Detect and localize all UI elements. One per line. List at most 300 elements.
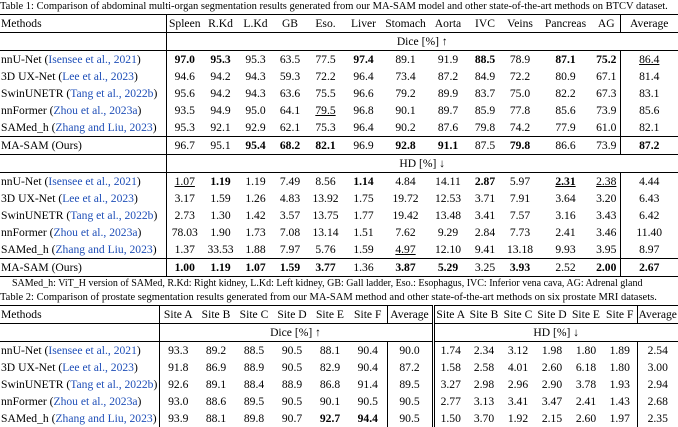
empty-cell (0, 324, 159, 342)
table-row (0, 173, 678, 191)
empty-cell (0, 155, 166, 173)
value-cell: 89.1 (197, 376, 235, 393)
table1-header-ivc: IVC (468, 15, 502, 33)
value-cell: 68.2 (273, 137, 307, 155)
value-cell: 7.91 (502, 190, 538, 207)
value-cell: 93.3 (159, 342, 197, 360)
table2-body (0, 324, 678, 427)
value-cell: 1.59 (203, 190, 238, 207)
table2-header-site-f: Site F (349, 306, 387, 324)
value-cell: 63.5 (273, 51, 307, 69)
value-cell: 5.97 (502, 173, 538, 191)
value-cell: 86.8 (311, 376, 349, 393)
value-cell: 1.58 (433, 359, 467, 376)
value-cell: 1.92 (501, 410, 535, 427)
value-cell: 2.98 (467, 376, 501, 393)
table1-header-spleen: Spleen (166, 15, 203, 33)
method-name: nnU-Net (Isensee et al., 2021) (0, 173, 166, 191)
method-label: SwinUNETR (1, 209, 63, 222)
value-cell: 93.0 (159, 393, 197, 410)
table2-header-hd-average: Average (637, 306, 678, 324)
value-cell: 95.6 (166, 85, 203, 102)
value-cell: 2.77 (433, 393, 467, 410)
value-cell: 1.26 (238, 190, 273, 207)
value-cell: 96.8 (344, 102, 383, 119)
value-cell: 7.62 (383, 224, 428, 241)
value-cell: 1.90 (203, 224, 238, 241)
value-cell: 92.9 (238, 119, 273, 137)
value-cell: 78.03 (166, 224, 203, 241)
value-cell: 3.41 (501, 393, 535, 410)
method-name: 3D UX-Net (Lee et al., 2023) (0, 68, 166, 85)
value-cell: 89.8 (235, 410, 273, 427)
table2-header-row (0, 306, 678, 324)
method-name: SwinUNETR (Tang et al., 2022b) (0, 85, 166, 102)
value-cell: 4.84 (383, 173, 428, 191)
value-cell: 1.19 (203, 173, 238, 191)
value-cell: 59.3 (273, 68, 307, 85)
table-row (0, 342, 678, 360)
value-cell: 1.59 (344, 241, 383, 259)
table-row (0, 376, 678, 393)
value-cell: 2.60 (569, 410, 603, 427)
method-name: 3D UX-Net (Lee et al., 2023) (0, 359, 159, 376)
table1-header-lkd: L.Kd (238, 15, 273, 33)
method-label: SAMed_h (1, 412, 49, 425)
value-cell: 85.6 (620, 102, 678, 119)
value-cell: 89.9 (428, 85, 468, 102)
empty-cell (0, 33, 166, 51)
value-cell: 89.5 (235, 393, 273, 410)
value-cell: 1.59 (273, 259, 307, 277)
value-cell: 75.3 (307, 119, 344, 137)
value-cell: 90.2 (383, 119, 428, 137)
method-label: nnFormer (1, 395, 47, 408)
value-cell: 88.6 (197, 393, 235, 410)
value-cell: 3.25 (468, 259, 502, 277)
citation-link[interactable]: Lee et al., 2023 (62, 70, 134, 83)
value-cell: 72.2 (502, 68, 538, 85)
citation-link[interactable]: Zhang and Liu, 2023 (55, 121, 152, 134)
method-label: SwinUNETR (1, 87, 63, 100)
method-name: SwinUNETR (Tang et al., 2022b) (0, 207, 166, 224)
value-cell: 78.9 (502, 51, 538, 69)
value-cell: 1.00 (166, 259, 203, 277)
citation-link[interactable]: Lee et al., 2023 (62, 192, 134, 205)
value-cell: 8.97 (620, 241, 678, 259)
table2-header-hd-site-a: Site A (433, 306, 467, 324)
value-cell: 95.0 (238, 102, 273, 119)
citation-link[interactable]: Zhou et al., 2023a (54, 395, 138, 408)
value-cell: 1.37 (166, 241, 203, 259)
value-cell: 82.1 (307, 137, 344, 155)
value-cell: 90.5 (387, 393, 433, 410)
value-cell: 5.76 (307, 241, 344, 259)
citation-link[interactable]: Tang et al., 2022b (70, 87, 153, 100)
value-cell: 95.3 (238, 51, 273, 69)
table2-dice-section-label: Dice [%] ↑ (159, 324, 433, 342)
table-row (0, 119, 678, 137)
value-cell: 88.9 (235, 359, 273, 376)
value-cell: 3.17 (166, 190, 203, 207)
value-cell: 2.31 (538, 173, 593, 191)
value-cell: 1.80 (603, 359, 637, 376)
value-cell: 4.97 (383, 241, 428, 259)
value-cell: 1.88 (238, 241, 273, 259)
value-cell: 1.97 (603, 410, 637, 427)
value-cell: 1.74 (433, 342, 467, 360)
value-cell: 3.70 (467, 410, 501, 427)
value-cell: 5.29 (428, 259, 468, 277)
value-cell: 2.54 (637, 342, 678, 360)
value-cell: 7.57 (502, 207, 538, 224)
table1-hd-section-label: HD [%] ↓ (166, 155, 678, 173)
value-cell: 92.8 (383, 137, 428, 155)
value-cell: 1.77 (344, 207, 383, 224)
value-cell: 9.93 (538, 241, 593, 259)
value-cell: 94.2 (203, 85, 238, 102)
value-cell: 86.4 (620, 51, 678, 69)
method-label: nnU-Net (1, 344, 42, 357)
table-row (0, 359, 678, 376)
table2-section-row (0, 324, 678, 342)
value-cell: 19.72 (383, 190, 428, 207)
value-cell: 87.2 (428, 68, 468, 85)
value-cell: 87.2 (387, 359, 433, 376)
value-cell: 74.2 (502, 119, 538, 137)
method-name: nnFormer (Zhou et al., 2023a) (0, 224, 166, 241)
value-cell: 67.3 (593, 85, 620, 102)
value-cell: 1.51 (344, 224, 383, 241)
value-cell: 1.36 (344, 259, 383, 277)
value-cell: 3.00 (637, 359, 678, 376)
value-cell: 90.5 (273, 393, 311, 410)
method-name (0, 137, 166, 155)
method-label: 3D UX-Net (1, 361, 55, 374)
table2-caption: Table 2: Comparison of prostate segmentation results generated from our MA-SAM method and other state-of-the-art methods on six prostate MRI datasets. (0, 292, 640, 304)
table2-header-hd-site-f: Site F (603, 306, 637, 324)
method-name: nnU-Net (Isensee et al., 2021) (0, 342, 159, 360)
value-cell: 9.29 (428, 224, 468, 241)
value-cell: 1.07 (166, 173, 203, 191)
table-row (0, 241, 678, 259)
value-cell: 9.41 (468, 241, 502, 259)
value-cell: 73.9 (593, 137, 620, 155)
value-cell: 95.3 (166, 119, 203, 137)
value-cell: 3.87 (383, 259, 428, 277)
value-cell: 33.53 (203, 241, 238, 259)
value-cell: 13.48 (428, 207, 468, 224)
citation-link[interactable]: Isensee et al., 2021 (48, 53, 137, 66)
value-cell: 87.2 (620, 137, 678, 155)
table-row (0, 68, 678, 85)
value-cell: 3.78 (569, 376, 603, 393)
value-cell: 93.9 (159, 410, 197, 427)
table1-header-methods: Methods (0, 15, 166, 33)
value-cell: 97.0 (166, 51, 203, 69)
value-cell: 90.4 (349, 342, 387, 360)
value-cell: 91.8 (159, 359, 197, 376)
table-row (0, 102, 678, 119)
value-cell: 12.53 (428, 190, 468, 207)
value-cell: 2.67 (620, 259, 678, 277)
value-cell: 1.93 (603, 376, 637, 393)
value-cell: 94.2 (203, 68, 238, 85)
value-cell: 1.19 (203, 259, 238, 277)
value-cell: 3.46 (593, 224, 620, 241)
method-label: nnU-Net (1, 175, 42, 188)
value-cell: 2.41 (569, 393, 603, 410)
method-name: nnU-Net (Isensee et al., 2021) (0, 51, 166, 69)
value-cell: 86.6 (538, 137, 593, 155)
value-cell: 2.84 (468, 224, 502, 241)
value-cell: 91.4 (349, 376, 387, 393)
value-cell: 6.43 (620, 190, 678, 207)
value-cell: 82.1 (620, 119, 678, 137)
method-label: 3D UX-Net (1, 70, 55, 83)
value-cell: 87.1 (538, 51, 593, 69)
value-cell: 80.9 (538, 68, 593, 85)
table1 (0, 14, 678, 277)
table1-header-aorta: Aorta (428, 15, 468, 33)
value-cell: 13.18 (502, 241, 538, 259)
value-cell: 1.42 (238, 207, 273, 224)
citation-link[interactable]: Zhou et al., 2023a (54, 104, 138, 117)
value-cell: 95.1 (203, 137, 238, 155)
value-cell: 3.77 (307, 259, 344, 277)
table1-hd-section-label-row (0, 155, 678, 173)
value-cell: 2.52 (538, 259, 593, 277)
value-cell: 1.30 (203, 207, 238, 224)
citation-link[interactable]: Tang et al., 2022b (70, 378, 153, 391)
value-cell: 96.4 (344, 68, 383, 85)
value-cell: 96.6 (344, 85, 383, 102)
value-cell: 91.9 (428, 51, 468, 69)
value-cell: 90.0 (387, 342, 433, 360)
value-cell: 94.4 (349, 410, 387, 427)
value-cell: 1.98 (535, 342, 569, 360)
citation-link[interactable]: Lee et al., 2023 (62, 361, 134, 374)
method-label: nnFormer (1, 104, 47, 117)
value-cell: 82.9 (311, 359, 349, 376)
value-cell: 3.93 (502, 259, 538, 277)
value-cell: 90.5 (273, 342, 311, 360)
table1-dice-section-label-row (0, 33, 678, 51)
value-cell: 97.4 (344, 51, 383, 69)
table-row (0, 224, 678, 241)
value-cell: 90.5 (273, 359, 311, 376)
table1-header-ag: AG (593, 15, 620, 33)
value-cell: 77.9 (538, 119, 593, 137)
value-cell: 13.14 (307, 224, 344, 241)
ours-row (0, 259, 678, 277)
value-cell: 87.5 (468, 137, 502, 155)
table2-header-site-c: Site C (235, 306, 273, 324)
value-cell: 6.42 (620, 207, 678, 224)
value-cell: 90.5 (349, 393, 387, 410)
method-label: SAMed_h (1, 121, 49, 134)
value-cell: 1.75 (344, 190, 383, 207)
value-cell: 90.7 (273, 410, 311, 427)
value-cell: 92.1 (203, 119, 238, 137)
value-cell: 1.43 (603, 393, 637, 410)
ours-row (0, 137, 678, 155)
method-name (0, 259, 166, 277)
value-cell: 3.95 (593, 241, 620, 259)
value-cell: 77.8 (502, 102, 538, 119)
method-label: nnFormer (1, 226, 47, 239)
value-cell: 4.83 (273, 190, 307, 207)
value-cell: 1.07 (238, 259, 273, 277)
method-label: SAMed_h (1, 243, 49, 256)
value-cell: 64.1 (273, 102, 307, 119)
value-cell: 96.4 (344, 119, 383, 137)
value-cell: 63.6 (273, 85, 307, 102)
citation-link[interactable]: Zhou et al., 2023a (54, 226, 138, 239)
table1-header-stomach: Stomach (383, 15, 428, 33)
table2-header-site-d: Site D (273, 306, 311, 324)
value-cell: 2.87 (468, 173, 502, 191)
value-cell: 79.2 (383, 85, 428, 102)
table-row (0, 190, 678, 207)
table-row (0, 393, 678, 410)
table2-header-hd-site-d: Site D (535, 306, 569, 324)
value-cell: 88.9 (273, 376, 311, 393)
value-cell: 95.3 (203, 51, 238, 69)
value-cell: 4.44 (620, 173, 678, 191)
value-cell: 79.8 (502, 137, 538, 155)
table2-header-hd-site-b: Site B (467, 306, 501, 324)
value-cell: 19.42 (383, 207, 428, 224)
value-cell: 88.1 (311, 342, 349, 360)
value-cell: 90.4 (349, 359, 387, 376)
value-cell: 1.89 (603, 342, 637, 360)
citation-link[interactable]: Tang et al., 2022b (70, 209, 153, 222)
value-cell: 2.58 (467, 359, 501, 376)
table1-header-rkd: R.Kd (203, 15, 238, 33)
value-cell: 90.1 (383, 102, 428, 119)
citation-link[interactable]: Isensee et al., 2021 (48, 175, 137, 188)
value-cell: 73.4 (383, 68, 428, 85)
value-cell: 61.0 (593, 119, 620, 137)
value-cell: 89.5 (387, 376, 433, 393)
table1-caption: Table 1: Comparison of abdominal multi-organ segmentation results generated from our MA-SAM model and other state-of-the-art methods on BTCV dataset. (0, 1, 640, 13)
value-cell: 13.75 (307, 207, 344, 224)
table1-footnote: SAMed_h: ViT_H version of SAMed, R.Kd: Right kidney, L.Kd: Left kidney, GB: Gall ladder, Eso.: Esophagus, IVC: Inferior vena cava, AG: Adrenal gland (12, 278, 642, 289)
value-cell: 83.7 (468, 85, 502, 102)
method-name: nnFormer (Zhou et al., 2023a) (0, 102, 166, 119)
value-cell: 2.15 (535, 410, 569, 427)
method-name: 3D UX-Net (Lee et al., 2023) (0, 190, 166, 207)
value-cell: 85.9 (468, 102, 502, 119)
value-cell: 89.1 (383, 51, 428, 69)
value-cell: 3.57 (273, 207, 307, 224)
value-cell: 2.38 (593, 173, 620, 191)
value-cell: 2.68 (637, 393, 678, 410)
method-label: MA-SAM (Ours) (1, 139, 82, 152)
value-cell: 92.6 (159, 376, 197, 393)
value-cell: 2.96 (501, 376, 535, 393)
table2-header-methods: Methods (0, 306, 159, 324)
value-cell: 88.5 (468, 51, 502, 69)
table2-header-site-e: Site E (311, 306, 349, 324)
value-cell: 1.50 (433, 410, 467, 427)
table-row (0, 51, 678, 69)
table2 (0, 305, 678, 427)
citation-link[interactable]: Zhang and Liu, 2023 (55, 412, 152, 425)
value-cell: 92.7 (311, 410, 349, 427)
citation-link[interactable]: Isensee et al., 2021 (48, 344, 137, 357)
method-name: nnFormer (Zhou et al., 2023a) (0, 393, 159, 410)
value-cell: 13.92 (307, 190, 344, 207)
value-cell: 11.40 (620, 224, 678, 241)
value-cell: 12.10 (428, 241, 468, 259)
value-cell: 2.00 (593, 259, 620, 277)
value-cell: 1.73 (238, 224, 273, 241)
value-cell: 4.01 (501, 359, 535, 376)
value-cell: 83.1 (620, 85, 678, 102)
table2-header-site-b: Site B (197, 306, 235, 324)
value-cell: 85.6 (538, 102, 593, 119)
value-cell: 84.9 (468, 68, 502, 85)
table1-header-eso: Eso. (307, 15, 344, 33)
table2-header-hd-site-e: Site E (569, 306, 603, 324)
value-cell: 89.7 (428, 102, 468, 119)
method-name: SAMed_h (Zhang and Liu, 2023) (0, 119, 166, 137)
value-cell: 2.34 (467, 342, 501, 360)
value-cell: 94.3 (238, 85, 273, 102)
value-cell: 87.6 (428, 119, 468, 137)
table1-header-gb: GB (273, 15, 307, 33)
value-cell: 96.9 (344, 137, 383, 155)
value-cell: 2.41 (538, 224, 593, 241)
table1-header-veins: Veins (502, 15, 538, 33)
table1-dice-section-label: Dice [%] ↑ (166, 33, 678, 51)
table2-header-hd-site-c: Site C (501, 306, 535, 324)
value-cell: 8.56 (307, 173, 344, 191)
table2-header-site-a: Site A (159, 306, 197, 324)
value-cell: 77.5 (307, 51, 344, 69)
method-label: 3D UX-Net (1, 192, 55, 205)
method-name: SAMed_h (Zhang and Liu, 2023) (0, 410, 159, 427)
value-cell: 75.5 (307, 85, 344, 102)
value-cell: 96.7 (166, 137, 203, 155)
method-label: MA-SAM (Ours) (1, 261, 82, 274)
value-cell: 2.90 (535, 376, 569, 393)
table1-header-liver: Liver (344, 15, 383, 33)
value-cell: 89.2 (197, 342, 235, 360)
value-cell: 7.49 (273, 173, 307, 191)
table2-header-average: Average (387, 306, 433, 324)
table-row (0, 85, 678, 102)
value-cell: 2.94 (637, 376, 678, 393)
value-cell: 79.5 (307, 102, 344, 119)
value-cell: 81.4 (620, 68, 678, 85)
value-cell: 3.64 (538, 190, 593, 207)
value-cell: 88.4 (235, 376, 273, 393)
value-cell: 3.12 (501, 342, 535, 360)
value-cell: 6.18 (569, 359, 603, 376)
value-cell: 3.16 (538, 207, 593, 224)
value-cell: 94.9 (203, 102, 238, 119)
value-cell: 73.9 (593, 102, 620, 119)
value-cell: 88.1 (197, 410, 235, 427)
value-cell: 90.1 (311, 393, 349, 410)
table1-header-pancreas: Pancreas (538, 15, 593, 33)
table1-body (0, 33, 678, 277)
citation-link[interactable]: Zhang and Liu, 2023 (55, 243, 152, 256)
value-cell: 14.11 (428, 173, 468, 191)
